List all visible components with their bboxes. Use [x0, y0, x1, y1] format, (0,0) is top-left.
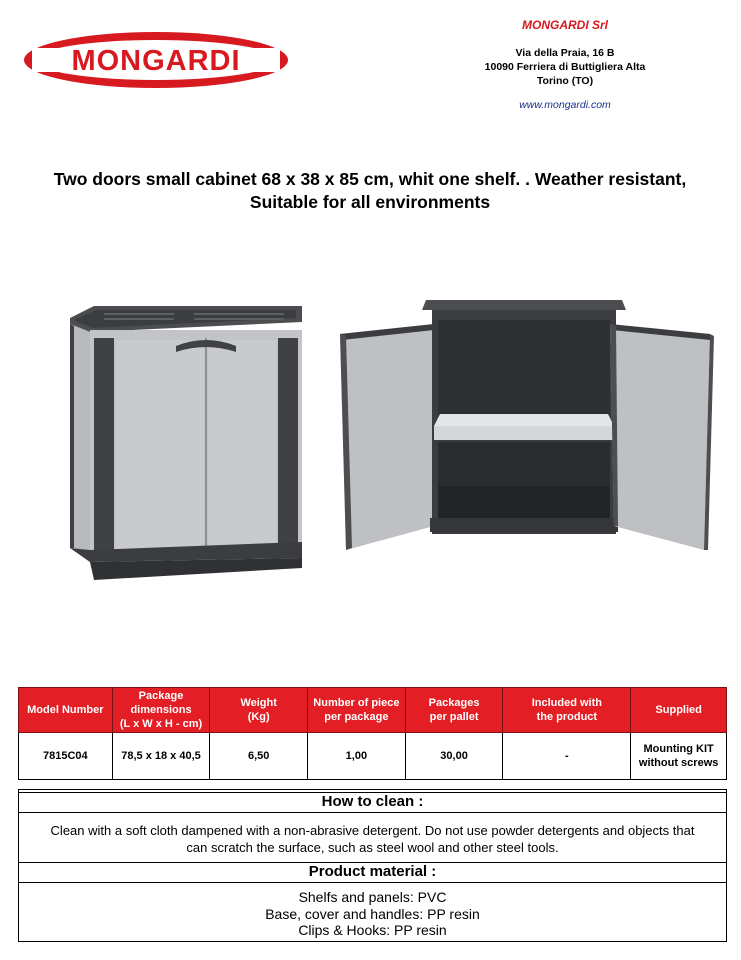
address-city: 10090 Ferriera di Buttigliera Alta: [484, 61, 646, 73]
spec-table: [18, 687, 727, 780]
header-packages-per-pallet: Packages per pallet: [405, 688, 503, 733]
logo-text: MONGARDI: [71, 45, 241, 77]
product-material-section: [18, 861, 727, 942]
cell-packages-per-pallet: 30,00: [405, 733, 503, 780]
divider: [19, 812, 726, 813]
header-supplied: Supplied: [631, 688, 727, 733]
divider: [19, 882, 726, 883]
cell-pieces-per-package: 1,00: [308, 733, 406, 780]
material-line-3: Clips & Hooks: PP resin: [298, 922, 447, 938]
how-to-clean-heading: How to clean :: [321, 793, 424, 810]
mongardi-logo: [22, 30, 290, 90]
cabinet-open-image: [334, 296, 720, 556]
website-link[interactable]: www.mongardi.com: [519, 99, 611, 111]
how-to-clean-line-1: Clean with a soft cloth dampened with a non-abrasive detergent. Do not use powder detergents and objects that: [50, 823, 695, 838]
product-material-heading: Product material :: [308, 863, 437, 880]
address-street: Via della Praia, 16 B: [515, 47, 615, 59]
header-included: Included with the product: [503, 688, 631, 733]
title-line-2: Suitable for all environments: [249, 192, 491, 212]
cell-model-number: 7815C04: [19, 733, 113, 780]
page-title: [20, 168, 720, 214]
header-package-dimensions: Package dimensions (L x W x H - cm): [112, 688, 210, 733]
header-model-number: Model Number: [19, 688, 113, 733]
cell-package-dimensions: 78,5 x 18 x 40,5: [112, 733, 210, 780]
how-to-clean-section: [18, 789, 727, 863]
cabinet-closed-image: [64, 300, 308, 586]
cell-included: -: [503, 733, 631, 780]
address-region: Torino (TO): [536, 75, 594, 87]
title-line-1: Two doors small cabinet 68 x 38 x 85 cm, whit one shelf. . Weather resistant,: [53, 169, 687, 189]
material-line-2: Base, cover and handles: PP resin: [265, 906, 480, 922]
header-weight: Weight (Kg): [210, 688, 308, 733]
how-to-clean-line-2: can scratch the surface, such as steel wool and other steel tools.: [186, 840, 559, 855]
cell-supplied: Mounting KIT without screws: [631, 733, 727, 780]
spec-table-header-row: [19, 688, 727, 733]
cell-weight: 6,50: [210, 733, 308, 780]
company-name: MONGARDI Srl: [521, 18, 608, 32]
material-line-1: Shelfs and panels: PVC: [298, 889, 447, 905]
header-pieces-per-package: Number of piece per package: [308, 688, 406, 733]
spec-table-row: [19, 733, 727, 780]
